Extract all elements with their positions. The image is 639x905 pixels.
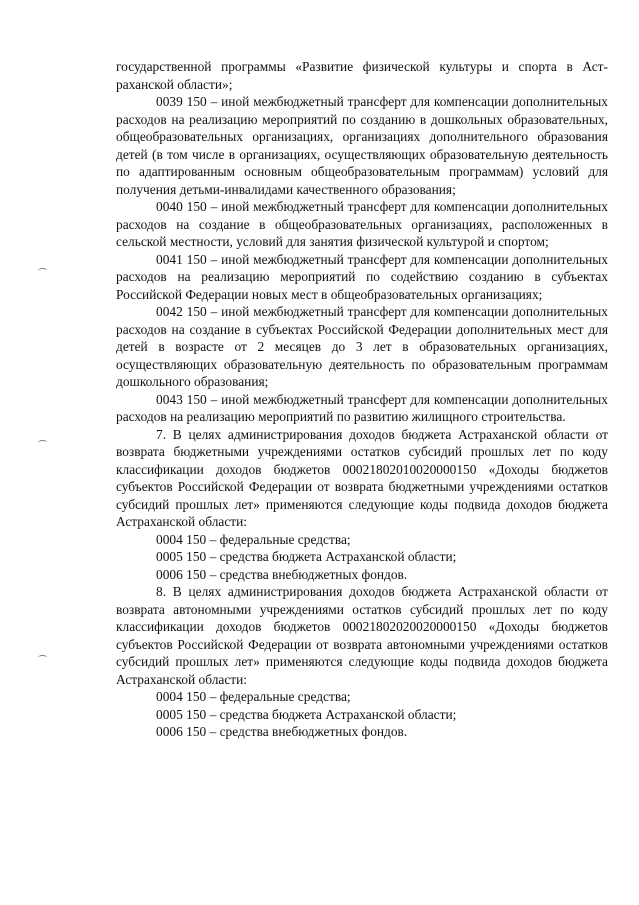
paragraph: 0040 150 – иной межбюджетный трансферт для компенсации дополнительных расходов на создание в общеобразовательных организациях, расположенных в сельской местности, условий для занятия физической культурой и спортом;: [116, 199, 608, 249]
code-list-item: 0005 150 – средства бюджета Астраханской области;: [156, 549, 457, 564]
scan-mark: [38, 655, 47, 660]
paragraph: 0043 150 – иной межбюджетный трансферт для компенсации дополнительных расходов на реализацию мероприятий по развитию жилищного строительства.: [116, 391, 608, 424]
paragraph: 0041 150 – иной межбюджетный трансферт для компенсации дополнительных расходов на реализацию мероприятий по содействию созданию в субъектах Российской Федерации новых мест в общеобразовательных организациях;: [116, 251, 608, 302]
code-list-item: 0004 150 – федеральные средства;: [156, 689, 351, 704]
code-list-item: 0006 150 – средства внебюджетных фондов.: [156, 724, 408, 739]
document-body: [116, 58, 608, 741]
code-list-item: 0004 150 – федеральные средства;: [156, 531, 351, 547]
paragraph: государственной программы «Развитие физической культуры и спорта в Астраханской области»;: [116, 59, 608, 92]
code-list-item: 0006 150 – средства внебюджетных фондов.: [156, 566, 408, 582]
paragraph: 8. В целях администрирования доходов бюджета Астраханской области от возврата автономными учреждениями остатков субсидий прошлых лет по коду классификации доходов бюджетов 00021802020020000150 «Доходы бюджетов субъектов Российской Федерации от возврата автономными учреждениями остатков субсидий прошлых лет» применяются следующие коды подвида доходов бюджета Астраханской области:: [116, 584, 608, 687]
scan-mark: [38, 440, 47, 445]
code-list-item: 0005 150 – средства бюджета Астраханской области;: [156, 706, 457, 722]
paragraph: 7. В целях администрирования доходов бюджета Астраханской области от возврата бюджетными учреждениями остатков субсидий прошлых лет по коду классификации доходов бюджетов 00021802010020000150 «Доходы бюджетов субъектов Российской Федерации от возврата бюджетными учреждениями остатков субсидий прошлых лет» применяются следующие коды подвида доходов бюджета Астраханской области:: [116, 426, 608, 529]
scan-mark: [38, 268, 47, 273]
paragraph: 0039 150 – иной межбюджетный трансферт для компенсации дополнительных расходов на реализацию мероприятий по созданию в дошкольных образовательных, общеобразовательных организациях, организациях дополнительного образования детей (в том числе в организациях, осуществляющих образовательную деятельность по адаптированным основным общеобразовательным программам) условий для получения детьми-инвалидами качественного образования;: [116, 94, 608, 197]
paragraph: 0042 150 – иной межбюджетный трансферт для компенсации дополнительных расходов на создание в субъектах Российской Федерации дополнительных мест для детей в возрасте от 2 месяцев до 3 лет в образовательных организациях, осуществляющих образовательную деятельность по образовательным программам дошкольного образования;: [116, 304, 608, 389]
